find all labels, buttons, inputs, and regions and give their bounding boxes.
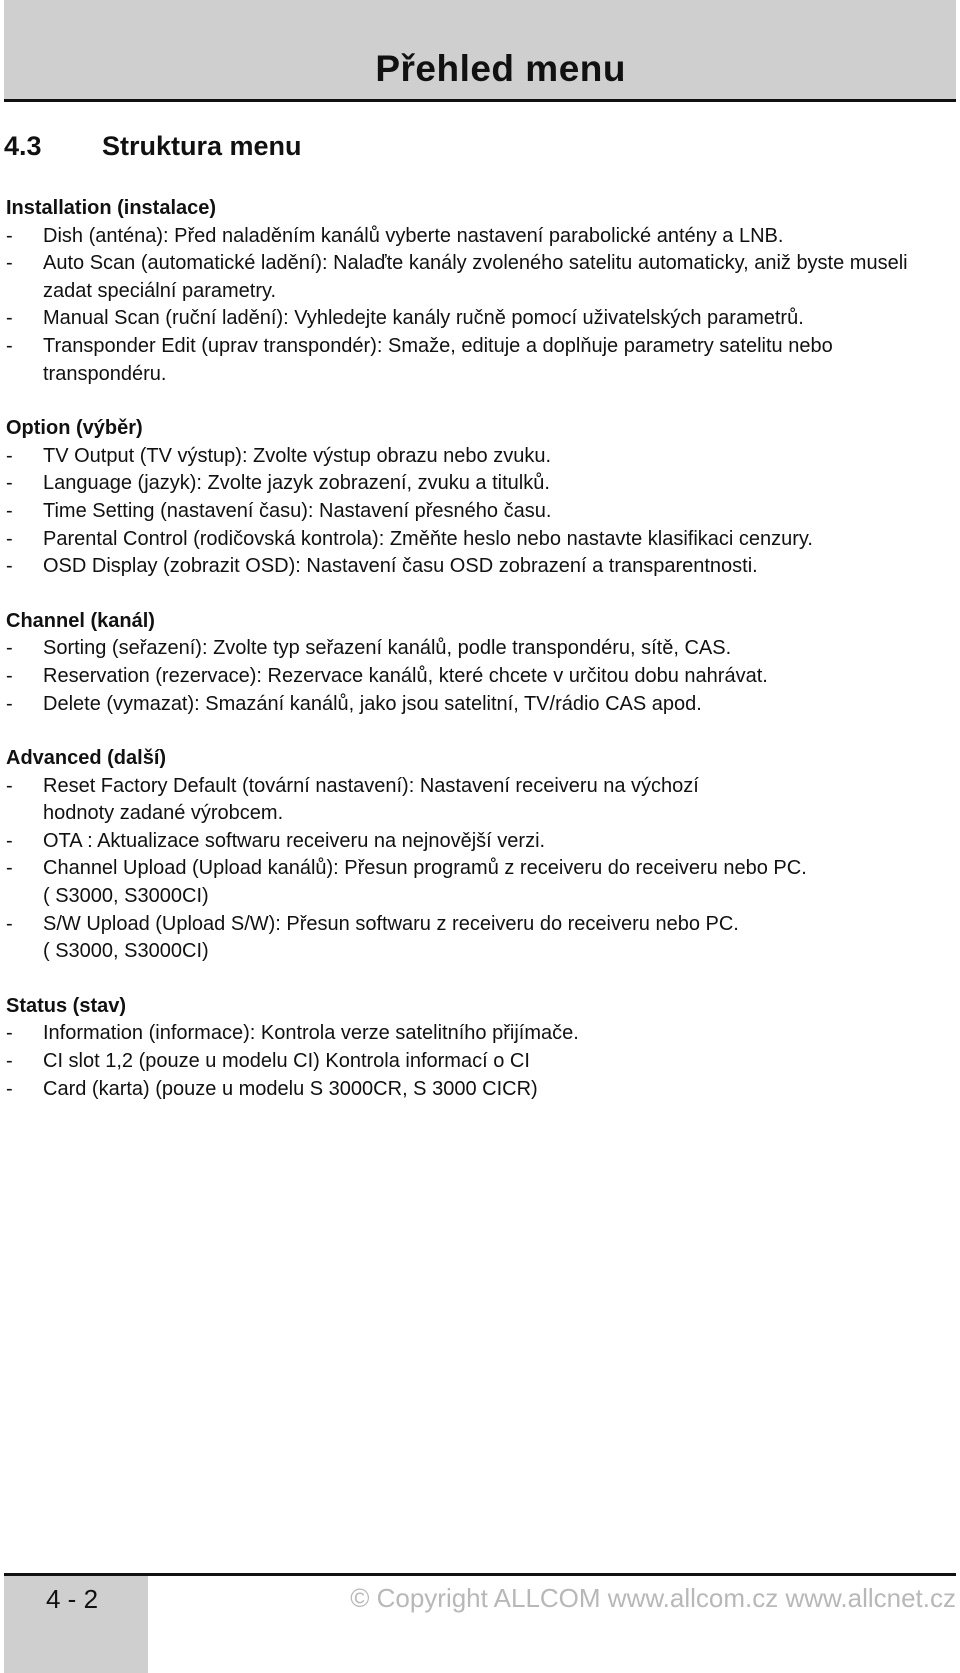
menu-group-title: Installation (instalace) [6, 197, 217, 219]
list-bullet: - [6, 637, 13, 660]
menu-group-title: Option (výběr) [6, 417, 143, 440]
list-bullet: - [6, 499, 13, 522]
list-item [6, 828, 956, 856]
menu-group-title: Advanced (další) [6, 747, 167, 770]
list-item-text: Delete (vymazat): Smazání kanálů, jako jsou satelitní, TV/rádio CAS apod. [43, 692, 702, 715]
list-bullet: - [6, 664, 13, 687]
menu-group-title: Channel (kanál) [6, 609, 155, 632]
list-item-text: Channel Upload (Upload kanálů): Přesun programů z receiveru do receiveru nebo PC. ( S3000, S3000CI) [43, 857, 807, 908]
list-item [6, 553, 956, 581]
page-number: 4 - 2 [46, 1584, 99, 1614]
list-bullet: - [6, 527, 13, 550]
list-item [6, 855, 956, 910]
list-bullet: - [6, 334, 13, 357]
list-item [6, 250, 956, 305]
menu-group [6, 608, 956, 718]
list-item-text: Manual Scan (ruční ladění): Vyhledejte kanály ručně pomocí uživatelských parametrů. [43, 307, 804, 330]
list-item-text: OSD Display (zobrazit OSD): Nastavení času OSD zobrazení a transparentnosti. [43, 555, 758, 578]
list-item [6, 773, 956, 828]
section-title: Struktura menu [102, 131, 302, 161]
list-bullet: - [6, 829, 13, 852]
list-item-text: Card (karta) (pouze u modelu S 3000CR, S 3000 CICR) [43, 1077, 538, 1100]
list-bullet: - [6, 774, 13, 797]
page-header-band [4, 0, 956, 102]
list-bullet: - [6, 472, 13, 495]
list-bullet: - [6, 252, 13, 275]
list-item-text: Time Setting (nastavení času): Nastavení přesného času. [43, 499, 552, 522]
list-item [6, 911, 956, 966]
list-item [6, 498, 956, 526]
list-item-text: TV Output (TV výstup): Zvolte výstup obrazu nebo zvuku. [43, 444, 551, 467]
list-item [6, 443, 956, 471]
list-item [6, 691, 956, 719]
list-item [6, 526, 956, 554]
list-item [6, 333, 956, 388]
section-heading [4, 131, 302, 162]
list-bullet: - [6, 307, 13, 330]
menu-group [6, 415, 956, 581]
list-item-text: Parental Control (rodičovská kontrola): Změňte heslo nebo nastavte klasifikaci cenzury. [43, 527, 813, 550]
list-bullet: - [6, 1022, 13, 1045]
list-item-text: Reservation (rezervace): Rezervace kanálů, které chcete v určitou dobu nahrávat. [43, 664, 768, 687]
menu-structure-content [6, 195, 956, 1130]
copyright-notice: © Copyright ALLCOM www.allcom.cz www.allcnet.cz [350, 1583, 956, 1613]
list-item-text: Sorting (seřazení): Zvolte typ seřazení kanálů, podle transpondéru, sítě, CAS. [43, 637, 732, 660]
list-item-text: Dish (anténa): Před naladěním kanálů vyberte nastavení parabolické antény a LNB. [43, 224, 784, 247]
list-bullet: - [6, 857, 13, 880]
list-item [6, 223, 956, 251]
list-bullet: - [6, 555, 13, 578]
list-bullet: - [6, 692, 13, 715]
list-item [6, 1076, 956, 1104]
list-item-text: Information (informace): Kontrola verze satelitního přijímače. [43, 1022, 579, 1045]
list-item [6, 470, 956, 498]
menu-group [6, 195, 956, 388]
list-item [6, 305, 956, 333]
list-item-text: S/W Upload (Upload S/W): Přesun softwaru z receiveru do receiveru nebo PC. ( S3000, S3000CI) [43, 912, 739, 963]
list-item [6, 663, 956, 691]
list-item-text: Language (jazyk): Zvolte jazyk zobrazení, zvuku a titulků. [43, 472, 550, 495]
list-item [6, 1048, 956, 1076]
list-item [6, 1020, 956, 1048]
list-bullet: - [6, 912, 13, 935]
list-item-text: Transponder Edit (uprav transpondér): Smaže, edituje a doplňuje parametry satelitu nebo transpondéru. [43, 334, 833, 385]
page-header-title: Přehled menu [375, 48, 626, 89]
list-item-text: OTA : Aktualizace softwaru receiveru na nejnovější verzi. [43, 829, 546, 852]
menu-group-title: Status (stav) [6, 994, 127, 1017]
list-bullet: - [6, 1077, 13, 1100]
list-item-text: Reset Factory Default (tovární nastavení): Nastavení receiveru na výchozí hodnoty zadané výrobcem. [43, 774, 699, 825]
list-item-text: CI slot 1,2 (pouze u modelu CI) Kontrola informací o CI [43, 1050, 530, 1073]
list-bullet: - [6, 444, 13, 467]
menu-group [6, 993, 956, 1103]
list-bullet: - [6, 1050, 13, 1073]
list-item [6, 635, 956, 663]
section-number: 4.3 [4, 131, 42, 161]
menu-group [6, 745, 956, 966]
list-item-text: Auto Scan (automatické ladění): Nalaďte kanály zvoleného satelitu automaticky, aniž byste museli zadat speciální parametry. [43, 252, 908, 302]
list-bullet: - [6, 224, 13, 247]
